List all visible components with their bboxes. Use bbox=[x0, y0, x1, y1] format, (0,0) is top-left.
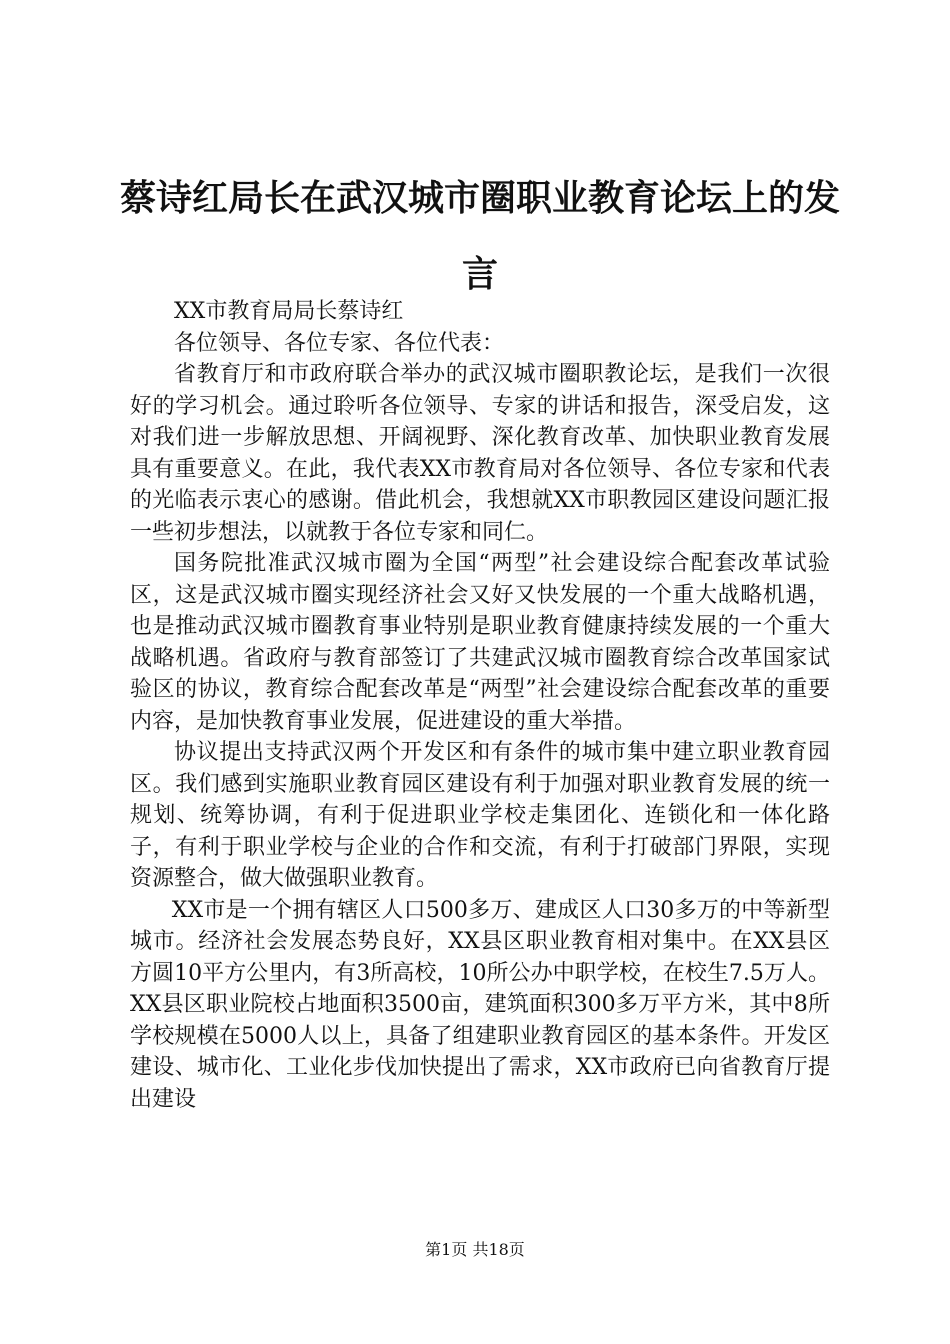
body-paragraph: 省教育厅和市政府联合举办的武汉城市圈职教论坛，是我们一次很好的学习机会。通过聆听各位领导、专家的讲话和报告，深受启发，这对我们进一步解放思想、开阔视野、深化教育改革、加快职业教育发展具有重要意义。在此，我代表XX市教育局对各位领导、各位专家和代表的光临表示衷心的感谢。借此机会，我想就XX市职教园区建设问题汇报一些初步想法，以就教于各位专家和同仁。 bbox=[130, 362, 830, 545]
document-title: 蔡诗红局长在武汉城市圈职业教育论坛上的发言 bbox=[120, 177, 841, 295]
author-line: XX市教育局局长蔡诗红 bbox=[174, 299, 404, 324]
document-body bbox=[130, 296, 830, 1115]
body-paragraph: 协议提出支持武汉两个开发区和有条件的城市集中建立职业教育园区。我们感到实施职业教育园区建设有利于加强对职业教育发展的统一规划、统筹协调，有利于促进职业学校走集团化、连锁化和一体化路子，有利于职业学校与企业的合作和交流，有利于打破部门界限，实现资源整合，做大做强职业教育。 bbox=[130, 740, 830, 891]
body-paragraph: XX市是一个拥有辖区人口500多万、建成区人口30多万的中等新型城市。经济社会发展态势良好，XX县区职业教育相对集中。在XX县区方圆10平方公里内，有3所高校，10所公办中职学校，在校生7.5万人。XX县区职业院校占地面积3500亩，建筑面积300多万平方米，其中8所学校规模在5000人以上，具备了组建职业教育园区的基本条件。开发区建设、城市化、工业化步伐加快提出了需求，XX市政府已向省教育厅提出建设 bbox=[130, 897, 830, 1112]
body-paragraph: 国务院批准武汉城市圈为全国“两型”社会建设综合配套改革试验区，这是武汉城市圈实现经济社会又好又快发展的一个重大战略机遇，也是推动武汉城市圈教育事业特别是职业教育健康持续发展的一个重大战略机遇。省政府与教育部签订了共建武汉城市圈教育综合改革国家试验区的协议，教育综合配套改革是“两型”社会建设综合配套改革的重要内容，是加快教育事业发展，促进建设的重大举措。 bbox=[130, 551, 830, 734]
salutation: 各位领导、各位专家、各位代表： bbox=[174, 330, 505, 356]
page-footer: 第1页 共18页 bbox=[425, 1240, 525, 1259]
